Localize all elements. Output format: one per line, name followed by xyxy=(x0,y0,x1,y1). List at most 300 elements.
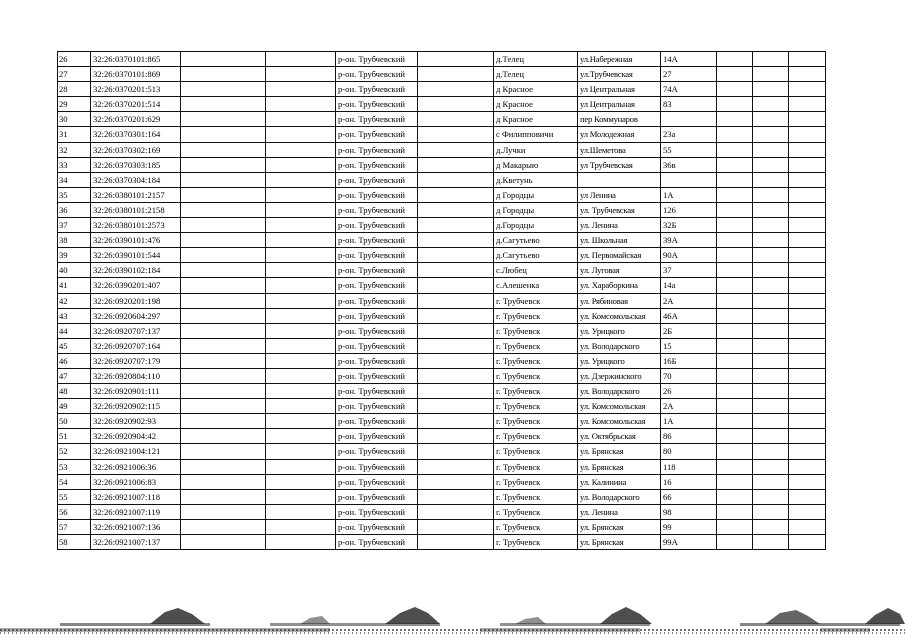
table-cell: 32:26:0370101:865 xyxy=(91,52,181,67)
table-cell xyxy=(266,459,336,474)
table-cell: г. Трубчевск xyxy=(494,504,578,519)
table-cell: 36 xyxy=(58,202,91,217)
table-cell xyxy=(181,127,266,142)
table-cell xyxy=(753,353,789,368)
table-cell xyxy=(753,293,789,308)
table-cell: 39 xyxy=(58,248,91,263)
table-cell: 46 xyxy=(58,353,91,368)
table-cell: 26 xyxy=(58,52,91,67)
table-cell: г. Трубчевск xyxy=(494,308,578,323)
table-cell xyxy=(789,248,826,263)
table-cell xyxy=(753,323,789,338)
table-cell: ул. Октябрьская xyxy=(578,429,661,444)
table-cell xyxy=(418,519,494,534)
table-cell: 32:26:0920902:93 xyxy=(91,414,181,429)
table-cell: р-он. Трубчевский xyxy=(336,474,418,489)
table-cell: 58 xyxy=(58,535,91,550)
table-cell xyxy=(789,263,826,278)
table-cell: д.Телец xyxy=(494,52,578,67)
table-cell xyxy=(717,519,753,534)
table-cell xyxy=(266,142,336,157)
table-row xyxy=(58,82,826,97)
table-cell xyxy=(789,444,826,459)
table-cell xyxy=(789,399,826,414)
table-cell: ул. Хараборкина xyxy=(578,278,661,293)
table-cell xyxy=(181,459,266,474)
table-cell: г. Трубчевск xyxy=(494,519,578,534)
table-cell: 40 xyxy=(58,263,91,278)
table-cell xyxy=(266,157,336,172)
table-cell: г. Трубчевск xyxy=(494,338,578,353)
table-cell: г. Трубчевск xyxy=(494,353,578,368)
table-cell xyxy=(181,474,266,489)
table-cell: 32:26:0920902:115 xyxy=(91,399,181,414)
table-cell xyxy=(753,218,789,233)
table-cell: ул Трубчевская xyxy=(578,157,661,172)
table-cell: р-он. Трубчевский xyxy=(336,353,418,368)
table-cell xyxy=(418,414,494,429)
table-row xyxy=(58,202,826,217)
table-cell: р-он. Трубчевский xyxy=(336,157,418,172)
table-cell xyxy=(266,353,336,368)
table-cell xyxy=(266,97,336,112)
table-cell xyxy=(418,233,494,248)
table-cell xyxy=(753,489,789,504)
scan-noise-strip xyxy=(0,590,905,640)
table-cell: с.Алешенка xyxy=(494,278,578,293)
table-cell: 51 xyxy=(58,429,91,444)
table-cell: 27 xyxy=(58,67,91,82)
table-cell: г. Трубчевск xyxy=(494,293,578,308)
table-cell xyxy=(789,429,826,444)
table-cell xyxy=(661,172,717,187)
table-cell xyxy=(717,368,753,383)
table-cell: г. Трубчевск xyxy=(494,535,578,550)
table-cell xyxy=(418,323,494,338)
table-row xyxy=(58,142,826,157)
table-cell: 55 xyxy=(58,489,91,504)
table-cell xyxy=(789,293,826,308)
table-cell xyxy=(181,278,266,293)
table-cell xyxy=(181,338,266,353)
table-cell: 2А xyxy=(661,399,717,414)
table-cell xyxy=(578,172,661,187)
table-cell: 16Б xyxy=(661,353,717,368)
table-cell: 32:26:0920707:164 xyxy=(91,338,181,353)
table-cell: р-он. Трубчевский xyxy=(336,142,418,157)
table-cell: 32:26:0921007:136 xyxy=(91,519,181,534)
table-cell: 32:26:0370201:514 xyxy=(91,97,181,112)
table-cell xyxy=(753,535,789,550)
table-cell: 39А xyxy=(661,233,717,248)
table-cell: ул. Луговая xyxy=(578,263,661,278)
table-cell: 35 xyxy=(58,187,91,202)
table-cell xyxy=(266,368,336,383)
table-row xyxy=(58,459,826,474)
table-cell: ул. Урицкого xyxy=(578,353,661,368)
table-cell xyxy=(789,368,826,383)
table-cell xyxy=(181,444,266,459)
table-cell xyxy=(266,218,336,233)
table-cell xyxy=(266,489,336,504)
table-cell xyxy=(266,414,336,429)
table-cell: г. Трубчевск xyxy=(494,384,578,399)
table-cell xyxy=(266,187,336,202)
table-cell: 32:26:0390201:407 xyxy=(91,278,181,293)
table-cell: г. Трубчевск xyxy=(494,444,578,459)
table-cell xyxy=(753,187,789,202)
table-cell xyxy=(753,82,789,97)
table-cell: ул. Урицкого xyxy=(578,323,661,338)
table-cell: р-он. Трубчевский xyxy=(336,112,418,127)
table-cell: пер Коммунаров xyxy=(578,112,661,127)
table-cell: р-он. Трубчевский xyxy=(336,504,418,519)
table-cell xyxy=(717,233,753,248)
table-cell xyxy=(181,82,266,97)
table-cell xyxy=(266,263,336,278)
table-row xyxy=(58,399,826,414)
table-cell xyxy=(753,338,789,353)
table-cell xyxy=(661,112,717,127)
table-cell: ул. Володарского xyxy=(578,384,661,399)
table-cell: 56 xyxy=(58,504,91,519)
table-cell xyxy=(717,338,753,353)
table-cell xyxy=(266,172,336,187)
table-cell xyxy=(717,489,753,504)
table-cell: 32:26:0920804:110 xyxy=(91,368,181,383)
table-cell xyxy=(181,172,266,187)
table-cell xyxy=(266,82,336,97)
table-cell xyxy=(266,278,336,293)
table-cell: 2Б xyxy=(661,323,717,338)
table-cell xyxy=(181,248,266,263)
table-cell: 1А xyxy=(661,187,717,202)
table-cell xyxy=(789,459,826,474)
table-cell xyxy=(181,52,266,67)
table-cell xyxy=(753,202,789,217)
table-cell: 37 xyxy=(58,218,91,233)
table-cell xyxy=(266,293,336,308)
table-cell xyxy=(418,489,494,504)
table-cell: 66 xyxy=(661,489,717,504)
table-cell: 99А xyxy=(661,535,717,550)
table-row xyxy=(58,112,826,127)
table-cell xyxy=(789,308,826,323)
table-cell xyxy=(418,399,494,414)
table-cell xyxy=(418,474,494,489)
table-cell: ул. Володарского xyxy=(578,489,661,504)
table-cell xyxy=(418,444,494,459)
table-cell: р-он. Трубчевский xyxy=(336,293,418,308)
table-cell: 32:26:0370304:184 xyxy=(91,172,181,187)
table-cell: г. Трубчевск xyxy=(494,474,578,489)
table-row xyxy=(58,414,826,429)
table-cell: 32:26:0390101:476 xyxy=(91,233,181,248)
table-cell xyxy=(789,52,826,67)
table-row xyxy=(58,278,826,293)
table-cell: ул. Ленина xyxy=(578,218,661,233)
table-cell xyxy=(717,202,753,217)
table-row xyxy=(58,52,826,67)
table-cell: 1А xyxy=(661,414,717,429)
table-cell xyxy=(418,67,494,82)
table-cell xyxy=(418,459,494,474)
table-cell: д Макарыю xyxy=(494,157,578,172)
table-cell: 36в xyxy=(661,157,717,172)
table-cell xyxy=(266,112,336,127)
table-cell xyxy=(717,172,753,187)
table-cell xyxy=(418,308,494,323)
table-cell xyxy=(418,248,494,263)
table-cell xyxy=(181,187,266,202)
table-cell xyxy=(418,278,494,293)
table-cell xyxy=(266,248,336,263)
table-cell xyxy=(753,278,789,293)
table-row xyxy=(58,67,826,82)
table-cell xyxy=(418,127,494,142)
table-cell xyxy=(181,353,266,368)
table-cell: 54 xyxy=(58,474,91,489)
table-cell xyxy=(181,323,266,338)
table-cell: 32:26:0390102:184 xyxy=(91,263,181,278)
table-cell: р-он. Трубчевский xyxy=(336,338,418,353)
table-cell xyxy=(418,142,494,157)
table-cell xyxy=(789,338,826,353)
table-cell xyxy=(717,112,753,127)
table-cell xyxy=(717,474,753,489)
table-cell xyxy=(418,157,494,172)
table-row xyxy=(58,293,826,308)
table-cell xyxy=(789,323,826,338)
table-row xyxy=(58,519,826,534)
table-cell xyxy=(181,218,266,233)
table-cell xyxy=(717,127,753,142)
table-cell xyxy=(717,67,753,82)
table-cell xyxy=(266,52,336,67)
table-cell: с Филипповичи xyxy=(494,127,578,142)
table-cell: 118 xyxy=(661,459,717,474)
table-cell xyxy=(266,202,336,217)
table-cell: 55 xyxy=(661,142,717,157)
table-cell xyxy=(753,248,789,263)
table-cell: р-он. Трубчевский xyxy=(336,202,418,217)
table-cell xyxy=(266,384,336,399)
table-cell xyxy=(266,399,336,414)
table-cell xyxy=(181,202,266,217)
table-cell xyxy=(181,519,266,534)
table-row xyxy=(58,489,826,504)
table-row xyxy=(58,233,826,248)
table-cell: ул Ленина xyxy=(578,187,661,202)
table-row xyxy=(58,384,826,399)
table-cell: 32:26:0920904:42 xyxy=(91,429,181,444)
table-cell xyxy=(789,112,826,127)
table-cell xyxy=(418,504,494,519)
table-cell: 27 xyxy=(661,67,717,82)
table-cell: 14а xyxy=(661,278,717,293)
table-cell xyxy=(181,293,266,308)
table-cell: р-он. Трубчевский xyxy=(336,67,418,82)
table-row xyxy=(58,353,826,368)
table-cell xyxy=(717,218,753,233)
table-cell: ул.Трубчевская xyxy=(578,67,661,82)
table-cell xyxy=(789,519,826,534)
table-cell: д Красное xyxy=(494,112,578,127)
table-cell: ул. Школьная xyxy=(578,233,661,248)
table-cell: д Городцы xyxy=(494,187,578,202)
table-cell: 99 xyxy=(661,519,717,534)
table-cell xyxy=(789,172,826,187)
table-cell: 83 xyxy=(661,97,717,112)
table-row xyxy=(58,187,826,202)
table-cell: 38 xyxy=(58,233,91,248)
table-cell: 42 xyxy=(58,293,91,308)
table-cell: ул Молодежная xyxy=(578,127,661,142)
table-cell: 98 xyxy=(661,504,717,519)
table-cell: ул. Калинина xyxy=(578,474,661,489)
table-cell: 32:26:0370301:164 xyxy=(91,127,181,142)
table-cell: с.Любец xyxy=(494,263,578,278)
table-cell: 47 xyxy=(58,368,91,383)
table-cell xyxy=(717,384,753,399)
table-cell: 57 xyxy=(58,519,91,534)
table-cell: 34 xyxy=(58,172,91,187)
table-cell xyxy=(418,52,494,67)
table-row xyxy=(58,338,826,353)
table-cell xyxy=(181,142,266,157)
table-cell xyxy=(753,474,789,489)
table-cell: 86 xyxy=(661,429,717,444)
table-cell xyxy=(181,157,266,172)
table-cell: 32:26:0370303:185 xyxy=(91,157,181,172)
table-cell xyxy=(789,127,826,142)
table-cell xyxy=(789,97,826,112)
table-cell xyxy=(266,323,336,338)
table-cell xyxy=(753,368,789,383)
table-cell: г. Трубчевск xyxy=(494,489,578,504)
table-row xyxy=(58,474,826,489)
table-cell xyxy=(418,218,494,233)
table-cell xyxy=(789,474,826,489)
table-cell xyxy=(181,384,266,399)
table-row xyxy=(58,127,826,142)
table-cell xyxy=(181,535,266,550)
table-cell xyxy=(181,489,266,504)
table-cell xyxy=(717,248,753,263)
table-cell xyxy=(717,399,753,414)
table-cell xyxy=(181,429,266,444)
table-cell xyxy=(789,535,826,550)
table-cell: р-он. Трубчевский xyxy=(336,323,418,338)
table-cell: р-он. Трубчевский xyxy=(336,82,418,97)
table-cell xyxy=(789,504,826,519)
table-cell: г. Трубчевск xyxy=(494,399,578,414)
table-cell: 14А xyxy=(661,52,717,67)
table-cell: 15 xyxy=(661,338,717,353)
table-cell xyxy=(789,489,826,504)
table-cell: ул.Набережная xyxy=(578,52,661,67)
table-cell: р-он. Трубчевский xyxy=(336,52,418,67)
table-cell: д.Кветунь xyxy=(494,172,578,187)
table-row xyxy=(58,97,826,112)
table-cell: ул. Дзержинского xyxy=(578,368,661,383)
table-cell: р-он. Трубчевский xyxy=(336,308,418,323)
table-cell xyxy=(753,157,789,172)
table-cell xyxy=(717,535,753,550)
table-cell xyxy=(789,218,826,233)
table-cell: р-он. Трубчевский xyxy=(336,172,418,187)
table-row xyxy=(58,535,826,550)
table-cell: 32:26:0921006:36 xyxy=(91,459,181,474)
table-cell xyxy=(717,444,753,459)
table-cell xyxy=(753,429,789,444)
table-cell: г. Трубчевск xyxy=(494,459,578,474)
table-cell: 32:26:0380101:2158 xyxy=(91,202,181,217)
table-cell xyxy=(753,308,789,323)
table-cell xyxy=(753,67,789,82)
table-cell xyxy=(753,444,789,459)
table-cell xyxy=(181,399,266,414)
table-cell xyxy=(266,233,336,248)
table-cell xyxy=(753,459,789,474)
table-cell xyxy=(418,187,494,202)
table-cell: 41 xyxy=(58,278,91,293)
table-cell: д.Телец xyxy=(494,67,578,82)
table-cell: 37 xyxy=(661,263,717,278)
table-cell: ул.Шеметова xyxy=(578,142,661,157)
table-cell xyxy=(753,127,789,142)
table-cell xyxy=(717,142,753,157)
table-cell: р-он. Трубчевский xyxy=(336,248,418,263)
table-cell: р-он. Трубчевский xyxy=(336,489,418,504)
table-cell xyxy=(717,293,753,308)
table-cell: р-он. Трубчевский xyxy=(336,414,418,429)
table-cell: 46А xyxy=(661,308,717,323)
table-cell: 32:26:0920901:111 xyxy=(91,384,181,399)
table-cell: р-он. Трубчевский xyxy=(336,535,418,550)
table-cell: р-он. Трубчевский xyxy=(336,399,418,414)
table-cell: 48 xyxy=(58,384,91,399)
table-cell xyxy=(717,82,753,97)
table-cell xyxy=(418,535,494,550)
table-cell: 126 xyxy=(661,202,717,217)
table-cell xyxy=(181,368,266,383)
table-cell: р-он. Трубчевский xyxy=(336,278,418,293)
table-cell: р-он. Трубчевский xyxy=(336,368,418,383)
table-cell: 32Б xyxy=(661,218,717,233)
table-cell xyxy=(266,308,336,323)
table-cell xyxy=(418,263,494,278)
table-cell xyxy=(717,308,753,323)
table-cell xyxy=(266,504,336,519)
table-cell: ул. Брянская xyxy=(578,459,661,474)
table-cell xyxy=(266,535,336,550)
table-cell: д.Лучки xyxy=(494,142,578,157)
table-cell: 32:26:0370201:629 xyxy=(91,112,181,127)
table-cell xyxy=(717,187,753,202)
table-body xyxy=(58,52,826,550)
table-cell: р-он. Трубчевский xyxy=(336,459,418,474)
table-cell: 32:26:0921007:119 xyxy=(91,504,181,519)
table-cell xyxy=(753,263,789,278)
table-cell xyxy=(181,504,266,519)
table-row xyxy=(58,323,826,338)
table-cell xyxy=(418,368,494,383)
table-cell xyxy=(753,384,789,399)
table-cell xyxy=(717,157,753,172)
table-cell: 50 xyxy=(58,414,91,429)
table-row xyxy=(58,444,826,459)
